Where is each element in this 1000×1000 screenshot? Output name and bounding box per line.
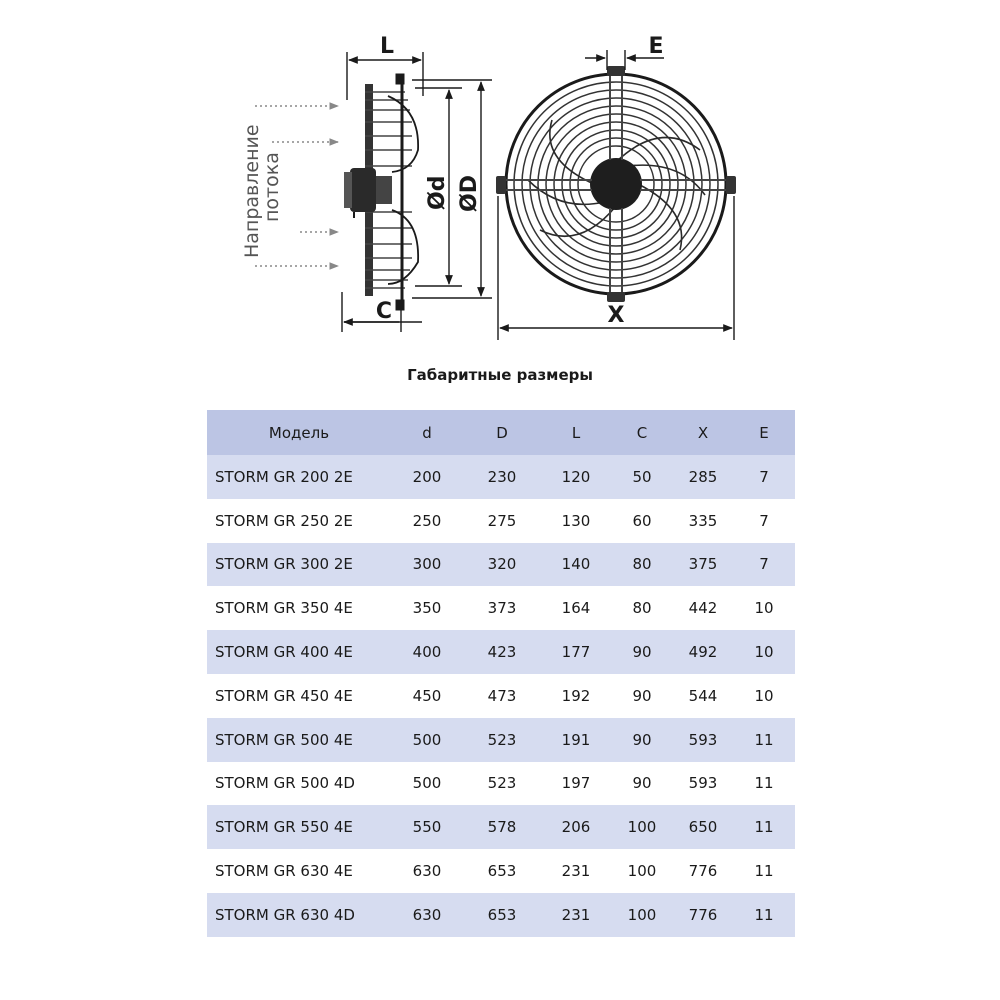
cell-E: 11 (754, 774, 774, 793)
cell-C: 80 (632, 599, 652, 618)
cell-d: 500 (412, 774, 442, 793)
cell-E: 10 (754, 643, 774, 662)
fan-front-view (496, 34, 736, 340)
cell-model: STORM GR 500 4D (215, 774, 355, 793)
cell-L: 231 (561, 862, 591, 881)
cell-d: 630 (412, 905, 442, 924)
cell-D: 523 (487, 774, 517, 793)
cell-X: 593 (688, 730, 718, 749)
cell-L: 231 (561, 905, 591, 924)
cell-E: 7 (759, 467, 769, 486)
cell-D: 473 (487, 686, 517, 705)
table-body (207, 455, 795, 937)
cell-model: STORM GR 630 4E (215, 862, 353, 881)
cell-model: STORM GR 550 4E (215, 818, 353, 837)
fan-side-view (241, 34, 492, 332)
cell-model: STORM GR 250 2E (215, 511, 353, 530)
cell-X: 492 (688, 643, 718, 662)
cell-d: 250 (412, 511, 442, 530)
cell-model: STORM GR 630 4D (215, 905, 355, 924)
column-header-L: L (571, 423, 581, 442)
cell-C: 60 (632, 511, 652, 530)
cell-d: 300 (412, 555, 442, 574)
cell-L: 140 (561, 555, 591, 574)
dimension-L (347, 52, 423, 100)
cell-C: 90 (632, 730, 652, 749)
cell-X: 776 (688, 905, 718, 924)
table-row (207, 893, 795, 937)
table-header-row (207, 410, 795, 455)
cell-L: 192 (561, 686, 591, 705)
dimension-label-E: E (648, 34, 664, 59)
cell-E: 10 (754, 599, 774, 618)
cell-C: 90 (632, 643, 652, 662)
cell-L: 120 (561, 467, 591, 486)
table-row (207, 630, 795, 674)
cell-C: 90 (632, 774, 652, 793)
cell-D: 653 (487, 862, 517, 881)
cell-D: 230 (487, 467, 517, 486)
motor-hub (590, 158, 642, 210)
cell-X: 285 (688, 467, 718, 486)
cell-L: 177 (561, 643, 591, 662)
cell-X: 375 (688, 555, 718, 574)
table-row (207, 543, 795, 587)
cell-L: 206 (561, 818, 591, 837)
cell-C: 50 (632, 467, 652, 486)
cell-E: 11 (754, 730, 774, 749)
cell-D: 275 (487, 511, 517, 530)
cell-d: 200 (412, 467, 442, 486)
flow-direction-label-line1: Направление (241, 124, 263, 258)
cell-C: 100 (627, 818, 657, 837)
table-row (207, 718, 795, 762)
cell-model: STORM GR 500 4E (215, 730, 353, 749)
cell-C: 80 (632, 555, 652, 574)
cell-X: 544 (688, 686, 718, 705)
table-row (207, 499, 795, 543)
cell-d: 550 (412, 818, 442, 837)
cell-L: 191 (561, 730, 591, 749)
dimensions-table (207, 410, 795, 937)
table-row (207, 586, 795, 630)
cell-E: 10 (754, 686, 774, 705)
dimension-label-X: X (607, 303, 625, 328)
cell-D: 523 (487, 730, 517, 749)
dimension-label-d: Ød (425, 175, 450, 210)
table-row (207, 849, 795, 893)
fan-guard-profile (344, 74, 418, 310)
cell-X: 442 (688, 599, 718, 618)
cell-E: 7 (759, 555, 769, 574)
cell-model: STORM GR 200 2E (215, 467, 353, 486)
cell-L: 130 (561, 511, 591, 530)
flow-direction-label-line2: потока (261, 152, 283, 222)
cell-model: STORM GR 350 4E (215, 599, 353, 618)
cell-d: 630 (412, 862, 442, 881)
table-title: Габаритные размеры (407, 366, 593, 384)
cell-D: 578 (487, 818, 517, 837)
cell-model: STORM GR 450 4E (215, 686, 353, 705)
cell-d: 500 (412, 730, 442, 749)
dimension-label-C: C (375, 299, 393, 324)
cell-D: 423 (487, 643, 517, 662)
cell-d: 400 (412, 643, 442, 662)
cell-C: 100 (627, 862, 657, 881)
cell-X: 335 (688, 511, 718, 530)
column-header-E: E (759, 423, 769, 442)
cell-d: 350 (412, 599, 442, 618)
cell-E: 11 (754, 862, 774, 881)
cell-X: 650 (688, 818, 718, 837)
fan-dimension-drawing (0, 0, 1000, 360)
cell-E: 11 (754, 818, 774, 837)
table-row (207, 805, 795, 849)
cell-E: 7 (759, 511, 769, 530)
cell-D: 320 (487, 555, 517, 574)
cell-D: 653 (487, 905, 517, 924)
cell-model: STORM GR 400 4E (215, 643, 353, 662)
cell-model: STORM GR 300 2E (215, 555, 353, 574)
table-row (207, 762, 795, 806)
table-row (207, 674, 795, 718)
cell-D: 373 (487, 599, 517, 618)
column-header-d: d (422, 423, 432, 442)
cell-L: 164 (561, 599, 591, 618)
column-header-X: X (697, 423, 709, 442)
cell-X: 776 (688, 862, 718, 881)
dimension-label-L: L (379, 34, 395, 59)
cell-X: 593 (688, 774, 718, 793)
cell-L: 197 (561, 774, 591, 793)
dimension-label-D: ØD (457, 175, 482, 212)
cell-C: 90 (632, 686, 652, 705)
cell-E: 11 (754, 905, 774, 924)
column-header-D: D (496, 423, 508, 442)
cell-C: 100 (627, 905, 657, 924)
column-header-C: C (636, 423, 648, 442)
cell-d: 450 (412, 686, 442, 705)
column-header-model: Модель (268, 423, 330, 442)
table-row (207, 455, 795, 499)
